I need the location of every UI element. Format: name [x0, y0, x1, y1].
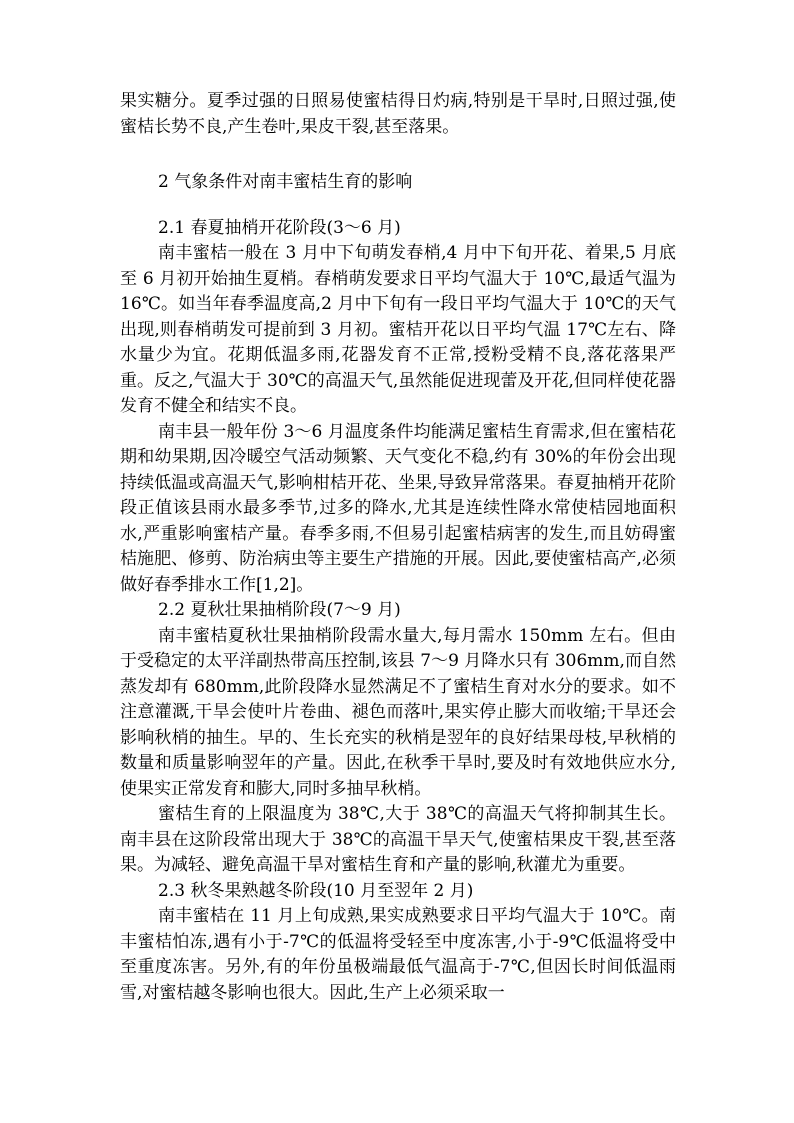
paragraph-summer-heat: 蜜桔生育的上限温度为 38℃,大于 38℃的高温天气将抑制其生长。南丰县在这阶段常出现大于 38℃的高温干旱天气,使蜜桔果皮干裂,甚至落果。为减轻、避免高温干旱对蜜桔生育和产量的影响,秋灌尤为重要。	[120, 804, 676, 875]
subsection-heading-2-3: 2.3 秋冬果熟越冬阶段(10 月至翌年 2 月)	[158, 880, 474, 901]
subsection-heading-2-1: 2.1 春夏抽梢开花阶段(3～6 月)	[158, 217, 401, 238]
paragraph-summer-water: 南丰蜜桔夏秋壮果抽梢阶段需水量大,每月需水 150mm 左右。但由于受稳定的太平洋副热带高压控制,该县 7～9 月降水只有 306mm,而自然蒸发却有 680mm,此阶段降水显然满足不了蜜桔生育对水分的要求。如不注意灌溉,干旱会使叶片卷曲、褪色而落叶,果实停止膨大而收缩;干旱还会影响秋梢的抽生。早的、生长充实的秋梢是翌年的良好结果母枝,早秋梢的数量和质量影响翌年的产量。因此,在秋季干旱时,要及时有效地供应水分,使果实正常发育和膨大,同时多抽早秋梢。	[120, 625, 676, 799]
paragraph-spring-climate: 南丰县一般年份 3～6 月温度条件均能满足蜜桔生育需求,但在蜜桔花期和幼果期,因冷暖空气活动频繁、天气变化不稳,约有 30%的年份会出现持续低温或高温天气,影响柑桔开花、坐果,导致异常落果。春夏抽梢开花阶段正值该县雨水最多季节,过多的降水,尤其是连续性降水常使桔园地面积水,严重影响蜜桔产量。春季多雨,不但易引起蜜桔病害的发生,而且妨碍蜜桔施肥、修剪、防治病虫等主要生产措施的开展。因此,要使蜜桔高产,必须做好春季排水工作[1,2]。	[120, 421, 676, 595]
paragraph-winter-frost: 南丰蜜桔在 11 月上旬成熟,果实成熟要求日平均气温大于 10℃。南丰蜜桔怕冻,遇有小于-7℃的低温将受轻至中度冻害,小于-9℃低温将受中至重度冻害。另外,有的年份虽极端最低气温高于-7℃,但因长时间低温雨雪,对蜜桔越冬影响也很大。因此,生产上必须采取一	[120, 906, 676, 1003]
intro-paragraph: 果实糖分。夏季过强的日照易使蜜桔得日灼病,特别是干旱时,日照过强,使蜜桔长势不良,产生卷叶,果皮干裂,甚至落果。	[120, 91, 676, 137]
document-page	[120, 89, 676, 1006]
section-heading: 2 气象条件对南丰蜜桔生育的影响	[158, 172, 413, 192]
subsection-heading-2-2: 2.2 夏秋壮果抽梢阶段(7～9 月)	[158, 600, 401, 620]
paragraph-spring-growth: 南丰蜜桔一般在 3 月中下旬萌发春梢,4 月中下旬开花、着果,5 月底至 6 月初开始抽生夏梢。春梢萌发要求日平均气温大于 10℃,最适气温为 16℃。如当年春季温度高,2 月中下旬有一段日平均气温大于 10℃的天气出现,则春梢萌发可提前到 3 月初。蜜桔开花以日平均气温 17℃左右、降水量少为宜。花期低温多雨,花器发育不正常,授粉受精不良,落花落果严重。反之,气温大于 30℃的高温天气,虽然能促进现蕾及开花,但同样使花器发育不健全和结实不良。	[120, 243, 676, 416]
